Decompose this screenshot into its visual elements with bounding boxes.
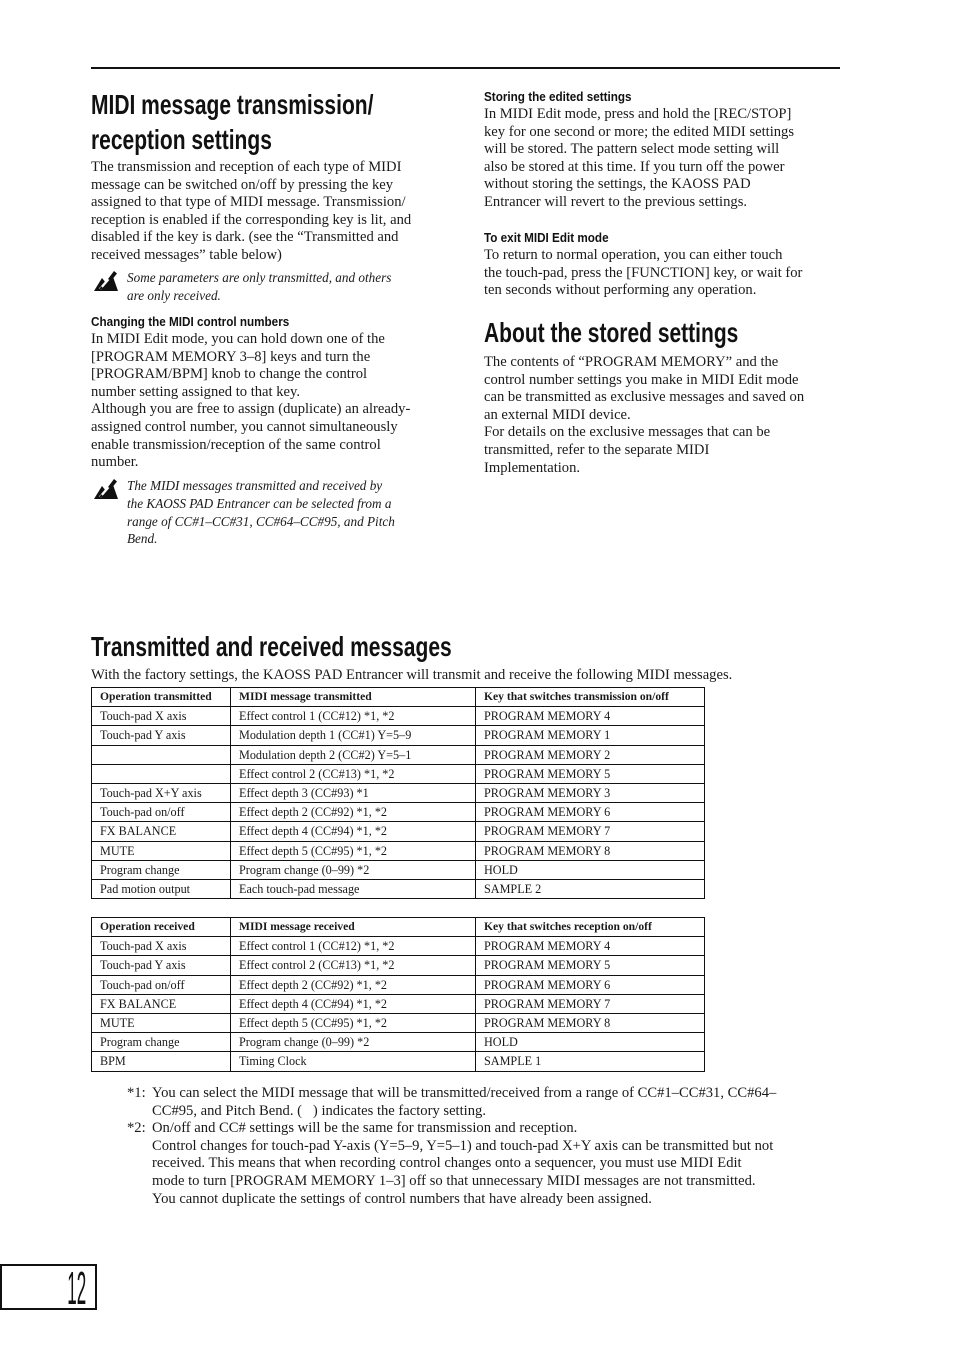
note-icon — [93, 270, 119, 297]
table-cell: Touch-pad on/off — [92, 803, 231, 822]
text-line: transmitted, refer to the separate MIDI — [484, 441, 710, 458]
footnote-marker: *2: — [127, 1120, 146, 1137]
table-cell: PROGRAM MEMORY 1 — [476, 726, 705, 745]
footnotes — [127, 1085, 776, 1208]
table-cell: Effect depth 5 (CC#95) *1, *2 — [231, 841, 476, 860]
table-cell: Effect control 1 (CC#12) *1, *2 — [231, 937, 476, 956]
heading-line: reception settings — [91, 124, 272, 155]
table-row — [92, 937, 705, 956]
footnote-1 — [127, 1085, 776, 1120]
text-line: mode to turn [PROGRAM MEMORY 1–3] off so that unnecessary MIDI messages are not transmitted. — [152, 1172, 756, 1189]
text-line: [PROGRAM MEMORY 3–8] keys and turn the — [91, 348, 371, 365]
table-cell: Each touch-pad message — [231, 879, 476, 898]
stored-settings-paragraph — [484, 354, 804, 477]
table-cell: PROGRAM MEMORY 5 — [476, 764, 705, 783]
text-line: reception is enabled if the corresponding key is lit, and — [91, 211, 412, 228]
text-line: enable transmission/reception of the same control — [91, 436, 381, 453]
table-row — [92, 822, 705, 841]
table-cell: Timing Clock — [231, 1052, 476, 1071]
table-cell: PROGRAM MEMORY 5 — [476, 956, 705, 975]
table-cell: PROGRAM MEMORY 2 — [476, 745, 705, 764]
table-row — [92, 1052, 705, 1071]
table-cell: Program change — [92, 1033, 231, 1052]
column-header: Operation received — [92, 918, 231, 937]
table-cell: HOLD — [476, 860, 705, 879]
table-cell: Effect depth 2 (CC#92) *1, *2 — [231, 975, 476, 994]
text-line: the touch-pad, press the [FUNCTION] key, or wait for — [484, 264, 803, 281]
table-cell: PROGRAM MEMORY 6 — [476, 803, 705, 822]
note-icon — [93, 478, 119, 505]
text-line: key for one second or more; the edited MIDI settings — [484, 123, 795, 140]
table-cell: Effect depth 4 (CC#94) *1, *2 — [231, 994, 476, 1013]
note-text — [127, 477, 395, 548]
text-line: range of CC#1–CC#31, CC#64–CC#95, and Pitch — [127, 513, 395, 529]
table-row — [92, 879, 705, 898]
text-line: You cannot duplicate the settings of control numbers that have already been assigned. — [152, 1190, 652, 1207]
section-heading-stored-settings — [484, 315, 738, 350]
table-cell: PROGRAM MEMORY 3 — [476, 783, 705, 802]
table-cell: FX BALANCE — [92, 822, 231, 841]
transmit-table — [91, 687, 705, 899]
table-cell: Touch-pad X axis — [92, 707, 231, 726]
messages-intro — [91, 667, 732, 685]
text-line: control number settings you make in MIDI Edit mode — [484, 371, 799, 388]
table-cell: PROGRAM MEMORY 6 — [476, 975, 705, 994]
text-line: Some parameters are only transmitted, and others — [127, 270, 392, 285]
text-line: without storing the settings, the KAOSS PAD — [484, 176, 751, 193]
text-line: With the factory settings, the KAOSS PAD Entrancer will transmit and receive the following MIDI messages. — [91, 667, 733, 683]
table-row — [92, 975, 705, 994]
table-cell: Touch-pad Y axis — [92, 956, 231, 975]
table-cell: HOLD — [476, 1033, 705, 1052]
column-header: Key that switches transmission on/off — [476, 688, 705, 707]
table-cell: Touch-pad Y axis — [92, 726, 231, 745]
text-line: CC#95, and Pitch Bend. ( ) indicates the factory setting. — [152, 1102, 486, 1119]
heading-line: About the stored settings — [484, 317, 739, 348]
table-cell — [92, 745, 231, 764]
table-cell: SAMPLE 2 — [476, 879, 705, 898]
text-line: Entrancer will revert to the previous settings. — [484, 193, 748, 210]
subheading-exit-edit-mode: To exit MIDI Edit mode — [484, 230, 609, 245]
column-header: Operation transmitted — [92, 688, 231, 707]
text-line: You can select the MIDI message that will be transmitted/received from a range of CC#1–CC#31, CC#64– — [152, 1085, 777, 1101]
table-row — [92, 956, 705, 975]
text-line: ten seconds without performing any operation. — [484, 282, 757, 299]
table-cell: PROGRAM MEMORY 7 — [476, 822, 705, 841]
footnote-marker: *1: — [127, 1085, 146, 1101]
text-line: On/off and CC# settings will be the same for transmission and reception. — [152, 1120, 578, 1137]
table-cell: Program change (0–99) *2 — [231, 860, 476, 879]
footnote-2 — [127, 1120, 776, 1208]
table-cell: Modulation depth 1 (CC#1) Y=5–9 — [231, 726, 476, 745]
table-cell: Modulation depth 2 (CC#2) Y=5–1 — [231, 745, 476, 764]
table-row — [92, 726, 705, 745]
table-cell: Program change (0–99) *2 — [231, 1033, 476, 1052]
subheading-changing-control-numbers: Changing the MIDI control numbers — [91, 314, 290, 329]
text-line: received messages” table below) — [91, 246, 282, 263]
table-row — [92, 803, 705, 822]
table-header-row — [92, 688, 705, 707]
text-line: can be transmitted as exclusive messages and saved on — [484, 389, 805, 406]
table-cell: PROGRAM MEMORY 8 — [476, 841, 705, 860]
text-line: The MIDI messages transmitted and received by — [127, 478, 383, 493]
top-rule — [91, 67, 840, 69]
receive-table — [91, 917, 705, 1072]
text-line: assigned control number, you cannot simultaneously — [91, 418, 398, 435]
table-cell: PROGRAM MEMORY 8 — [476, 1013, 705, 1032]
note-text — [127, 269, 391, 305]
table-cell: Effect control 2 (CC#13) *1, *2 — [231, 956, 476, 975]
table-row — [92, 994, 705, 1013]
table-row — [92, 841, 705, 860]
table-cell: PROGRAM MEMORY 7 — [476, 994, 705, 1013]
table-cell: Pad motion output — [92, 879, 231, 898]
text-line: The contents of “PROGRAM MEMORY” and the — [484, 354, 779, 370]
text-line: To return to normal operation, you can either touch — [484, 247, 783, 263]
text-line: Implementation. — [484, 459, 581, 476]
column-header: Key that switches reception on/off — [476, 918, 705, 937]
table-cell — [92, 764, 231, 783]
table-cell: Effect control 1 (CC#12) *1, *2 — [231, 707, 476, 726]
text-line: The transmission and reception of each type of MIDI — [91, 159, 402, 175]
text-line: are only received. — [127, 287, 221, 303]
table-row — [92, 764, 705, 783]
text-line: For details on the exclusive messages that can be — [484, 424, 771, 441]
table-cell: Effect depth 5 (CC#95) *1, *2 — [231, 1013, 476, 1032]
heading-line: Transmitted and received messages — [91, 631, 452, 662]
table-cell: Effect depth 4 (CC#94) *1, *2 — [231, 822, 476, 841]
footnote-text — [152, 1085, 776, 1120]
text-line: Although you are free to assign (duplicate) an already- — [91, 401, 411, 418]
table-header-row — [92, 918, 705, 937]
table-row — [92, 1013, 705, 1032]
heading-line: MIDI message transmission/ — [91, 89, 374, 120]
table-cell: Effect control 2 (CC#13) *1, *2 — [231, 764, 476, 783]
subheading-storing-settings: Storing the edited settings — [484, 89, 632, 104]
column-header: MIDI message received — [231, 918, 476, 937]
text-line: [PROGRAM/BPM] knob to change the control — [91, 366, 368, 383]
table-cell: BPM — [92, 1052, 231, 1071]
section-heading-midi-settings — [91, 87, 373, 157]
table-cell: MUTE — [92, 1013, 231, 1032]
text-line: disabled if the key is dark. (see the “Transmitted and — [91, 229, 399, 246]
table-cell: Effect depth 3 (CC#93) *1 — [231, 783, 476, 802]
table-cell: Touch-pad on/off — [92, 975, 231, 994]
section-heading-messages — [91, 629, 452, 664]
text-line: will be stored. The pattern select mode setting will — [484, 141, 780, 158]
storing-paragraph — [484, 106, 794, 212]
table-cell: MUTE — [92, 841, 231, 860]
text-line: Control changes for touch-pad Y-axis (Y=5–9, Y=5–1) and touch-pad X+Y axis can be transmitted but not — [152, 1137, 774, 1154]
table-cell: PROGRAM MEMORY 4 — [476, 937, 705, 956]
text-line: Bend. — [127, 531, 158, 547]
control-numbers-paragraph — [91, 331, 410, 472]
page-number-box — [0, 1262, 97, 1314]
footnote-text — [152, 1120, 773, 1208]
table-row — [92, 783, 705, 802]
table-row — [92, 707, 705, 726]
text-line: also be stored at this time. If you turn off the power — [484, 158, 785, 175]
text-line: number setting assigned to that key. — [91, 383, 301, 400]
text-line: In MIDI Edit mode, press and hold the [REC/STOP] — [484, 106, 792, 122]
text-line: message can be switched on/off by pressing the key — [91, 176, 394, 193]
intro-paragraph — [91, 159, 411, 265]
page-number: 12 — [67, 1262, 86, 1314]
table-cell: Effect depth 2 (CC#92) *1, *2 — [231, 803, 476, 822]
table-cell: Touch-pad X axis — [92, 937, 231, 956]
text-line: an external MIDI device. — [484, 406, 631, 423]
column-header: MIDI message transmitted — [231, 688, 476, 707]
text-line: the KAOSS PAD Entrancer can be selected from a — [127, 495, 392, 511]
table-cell: Touch-pad X+Y axis — [92, 783, 231, 802]
table-row — [92, 860, 705, 879]
table-row — [92, 745, 705, 764]
text-line: number. — [91, 454, 139, 471]
table-cell: FX BALANCE — [92, 994, 231, 1013]
exit-paragraph — [484, 247, 802, 300]
table-row — [92, 1033, 705, 1052]
text-line: In MIDI Edit mode, you can hold down one of the — [91, 331, 385, 347]
table-cell: Program change — [92, 860, 231, 879]
table-cell: SAMPLE 1 — [476, 1052, 705, 1071]
text-line: received. This means that when recording control changes onto a sequencer, you must use MIDI Edit — [152, 1155, 742, 1172]
text-line: assigned to that type of MIDI message. Transmission/ — [91, 194, 406, 211]
table-cell: PROGRAM MEMORY 4 — [476, 707, 705, 726]
